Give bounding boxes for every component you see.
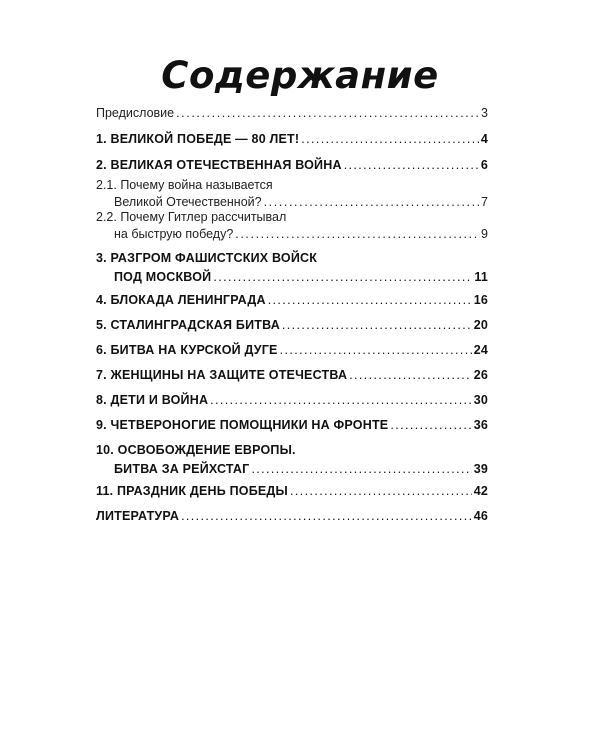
- toc-entry-literature[interactable]: [96, 509, 488, 523]
- toc-entry-preface[interactable]: [96, 106, 488, 120]
- toc-entry-title: 10. ОСВОБОЖДЕНИЕ ЕВРОПЫ.: [96, 443, 296, 457]
- toc-line: [96, 227, 488, 241]
- toc-entry-chapter-2[interactable]: [96, 158, 488, 172]
- toc-page-number: 11: [474, 270, 488, 284]
- toc-line: [96, 158, 488, 172]
- toc-line: [96, 106, 488, 120]
- toc-page-number: 4: [480, 132, 488, 146]
- leader-dots: [181, 509, 472, 523]
- toc-entry-title: Предисловие: [96, 106, 175, 120]
- leader-dots: [301, 132, 479, 146]
- leader-dots: [280, 343, 472, 357]
- leader-dots: [264, 195, 479, 209]
- toc-line: [96, 270, 488, 284]
- toc-entry-title: 1. ВЕЛИКОЙ ПОБЕДЕ — 80 ЛЕТ!: [96, 132, 300, 146]
- leader-dots: [290, 484, 472, 498]
- toc-entry-title: 9. ЧЕТВЕРОНОГИЕ ПОМОЩНИКИ НА ФРОНТЕ: [96, 418, 389, 432]
- toc-entry-chapter-6[interactable]: [96, 343, 488, 357]
- toc-entry-title: 4. БЛОКАДА ЛЕНИНГРАДА: [96, 293, 266, 307]
- toc-line: [96, 418, 488, 432]
- leader-dots: [251, 462, 471, 476]
- leader-dots: [213, 270, 472, 284]
- page-title: Содержание: [161, 54, 439, 97]
- toc-line: [96, 368, 488, 382]
- leader-dots: [282, 318, 472, 332]
- toc-page-number: 24: [473, 343, 488, 357]
- leader-dots: [235, 227, 479, 241]
- toc-entry-chapter-8[interactable]: [96, 393, 488, 407]
- toc-entry-chapter-9[interactable]: [96, 418, 488, 432]
- toc-entry-title-continued: БИТВА ЗА РЕЙХСТАГ: [114, 462, 250, 476]
- toc-page-number: 9: [481, 227, 488, 241]
- toc-page-number: 16: [473, 293, 488, 307]
- leader-dots: [268, 293, 472, 307]
- toc-page-number: 20: [473, 318, 488, 332]
- toc-entry-section-2-2[interactable]: [96, 210, 488, 241]
- toc-entry-chapter-10[interactable]: [96, 443, 488, 476]
- leader-dots: [349, 368, 472, 382]
- toc-entry-title-continued: Великой Отечественной?: [114, 195, 262, 209]
- toc-entry-chapter-11[interactable]: [96, 484, 488, 498]
- toc-entry-title: 3. РАЗГРОМ ФАШИСТСКИХ ВОЙСК: [96, 251, 318, 265]
- toc-page-number: 30: [473, 393, 488, 407]
- toc-entry-title: 6. БИТВА НА КУРСКОЙ ДУГЕ: [96, 343, 278, 357]
- toc-entry-section-2-1[interactable]: [96, 178, 488, 209]
- toc-line: [96, 509, 488, 523]
- toc-page-number: 42: [473, 484, 488, 498]
- leader-dots: [176, 106, 479, 120]
- leader-dots: [344, 158, 479, 172]
- toc-entry-chapter-3[interactable]: [96, 251, 488, 284]
- toc-entry-title: ЛИТЕРАТУРА: [96, 509, 180, 523]
- toc-line: [96, 462, 488, 476]
- toc-entry-title-continued: ПОД МОСКВОЙ: [114, 270, 212, 284]
- toc-page-number: 7: [481, 195, 488, 209]
- toc-entry-title: 2. ВЕЛИКАЯ ОТЕЧЕСТВЕННАЯ ВОЙНА: [96, 158, 342, 172]
- toc-entry-title: 5. СТАЛИНГРАДСКАЯ БИТВА: [96, 318, 280, 332]
- toc-entry-title: 8. ДЕТИ И ВОЙНА: [96, 393, 209, 407]
- toc-page-number: 46: [473, 509, 488, 523]
- toc-line: [96, 293, 488, 307]
- toc-line: [96, 318, 488, 332]
- toc-entry-title-continued: на быструю победу?: [114, 227, 234, 241]
- leader-dots: [210, 393, 472, 407]
- toc-page-number: 39: [473, 462, 488, 476]
- toc-entry-title: 7. ЖЕНЩИНЫ НА ЗАЩИТЕ ОТЕЧЕСТВА: [96, 368, 348, 382]
- toc-entry-chapter-1[interactable]: [96, 132, 488, 146]
- toc-entry-chapter-5[interactable]: [96, 318, 488, 332]
- toc-page-number: 26: [473, 368, 488, 382]
- toc-line: [96, 195, 488, 209]
- toc-line: [96, 343, 488, 357]
- toc-page-number: 6: [480, 158, 488, 172]
- toc-entry-title: 11. ПРАЗДНИК ДЕНЬ ПОБЕДЫ: [96, 484, 288, 498]
- toc-line: [96, 393, 488, 407]
- toc-entry-title: 2.2. Почему Гитлер рассчитывал: [96, 210, 287, 224]
- toc-line: [96, 484, 488, 498]
- toc-line: [96, 132, 488, 146]
- toc-entry-title: 2.1. Почему война называется: [96, 178, 273, 192]
- leader-dots: [390, 418, 471, 432]
- toc-entry-chapter-7[interactable]: [96, 368, 488, 382]
- toc-page-number: 36: [473, 418, 488, 432]
- toc-entry-chapter-4[interactable]: [96, 293, 488, 307]
- toc-page-number: 3: [481, 106, 488, 120]
